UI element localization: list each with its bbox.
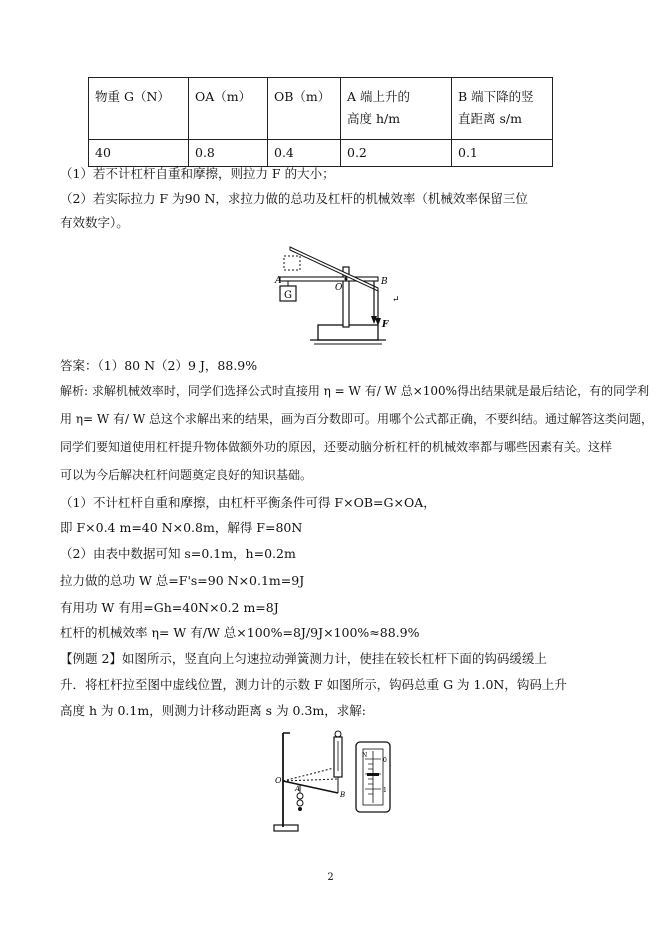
solution-line-6: 杠杆的机械效率 η= W 有/W 总×100%=8J/9J×100%≈88.9% bbox=[60, 625, 420, 640]
table-cell: 0.2 bbox=[341, 140, 452, 167]
table-row bbox=[89, 140, 553, 167]
solution-line-2: 即 F×0.4 m=40 N×0.8m，解得 F=80N bbox=[60, 520, 303, 535]
header-weight: 物重 G（N） bbox=[89, 78, 189, 140]
scale-number-0: 0 bbox=[383, 757, 387, 764]
table-cell: 0.4 bbox=[268, 140, 341, 167]
label-a: A bbox=[275, 276, 282, 286]
page-number: 2 bbox=[327, 872, 334, 883]
solution-line-4: 拉力做的总功 W 总=F's=90 N×0.1m=9J bbox=[60, 573, 305, 588]
scale-number-1: 1 bbox=[383, 787, 387, 794]
table-cell: 0.1 bbox=[452, 140, 553, 167]
lever-figure bbox=[268, 240, 418, 348]
header-ob: OB（m） bbox=[268, 78, 341, 140]
example2-line-2: 升．将杠杆拉至图中虚线位置，测力计的示数 F 如图所示，钩码总重 G 为 1.0N，钩码上升 bbox=[60, 677, 567, 692]
solution-line-3: （2）由表中数据可知 s=0.1m，h=0.2m bbox=[60, 546, 296, 561]
table-cell: 0.8 bbox=[189, 140, 268, 167]
solution-line-5: 有用功 W 有用=Gh=40N×0.2 m=8J bbox=[60, 600, 279, 615]
data-table bbox=[88, 77, 553, 167]
analysis-line-3: 同学们要知道使用杠杆提升物体做额外功的原因，还要动脑分析杠杆的机械效率都与哪些因素有关。这样 bbox=[60, 440, 613, 454]
label-g: G bbox=[284, 290, 292, 301]
label-f: F bbox=[382, 320, 389, 330]
label-o-2: O bbox=[275, 776, 282, 785]
analysis-line-2: 用 η= W 有/ W 总这个求解出来的结果，画为百分数即可。用哪个公式都正确，不要纠结。通过解答这类问题， bbox=[60, 412, 654, 426]
label-b-2: B bbox=[340, 791, 346, 799]
question-2a: （2）若实际拉力 F 为90 N，求拉力做的总功及杠杆的机械效率（机械效率保留三位 bbox=[60, 191, 528, 206]
question-1: （1）若不计杠杆自重和摩擦，则拉力 F 的大小； bbox=[60, 166, 335, 181]
header-b-distance: B 端下降的竖 直距离 s/m bbox=[452, 78, 553, 140]
example2-line-1: 【例题 2】如图所示，竖直向上匀速拉动弹簧测力计，使挂在较长杠杆下面的钩码缓缓上 bbox=[60, 651, 547, 666]
solution-line-1: （1）不计杠杆自重和摩擦，由杠杆平衡条件可得 F×OB=G×OA， bbox=[60, 495, 436, 510]
answer: 答案：（1）80 N（2）9 J，88.9% bbox=[60, 358, 258, 373]
return-mark: ↵ bbox=[392, 295, 400, 305]
analysis-line-1: 解析: 求解机械效率时，同学们选择公式时直接用 η = W 有/ W 总×100%得出结果就是最后结论，有的同学利 bbox=[60, 384, 650, 398]
label-o: O bbox=[335, 283, 343, 293]
spring-scale-figure bbox=[268, 727, 398, 835]
header-oa: OA（m） bbox=[189, 78, 268, 140]
label-a-2: A bbox=[295, 785, 301, 793]
scale-unit-n: N bbox=[362, 752, 368, 759]
header-a-height: A 端上升的 高度 h/m bbox=[341, 78, 452, 140]
example2-line-3: 高度 h 为 0.1m，则测力计移动距离 s 为 0.3m，求解: bbox=[60, 703, 366, 718]
analysis-line-4: 可以为今后解决杠杆问题奠定良好的知识基础。 bbox=[60, 468, 313, 482]
table-header-row bbox=[89, 78, 553, 140]
question-2b: 有效数字）。 bbox=[60, 215, 129, 230]
label-b: B bbox=[381, 277, 388, 287]
table-cell: 40 bbox=[89, 140, 189, 167]
